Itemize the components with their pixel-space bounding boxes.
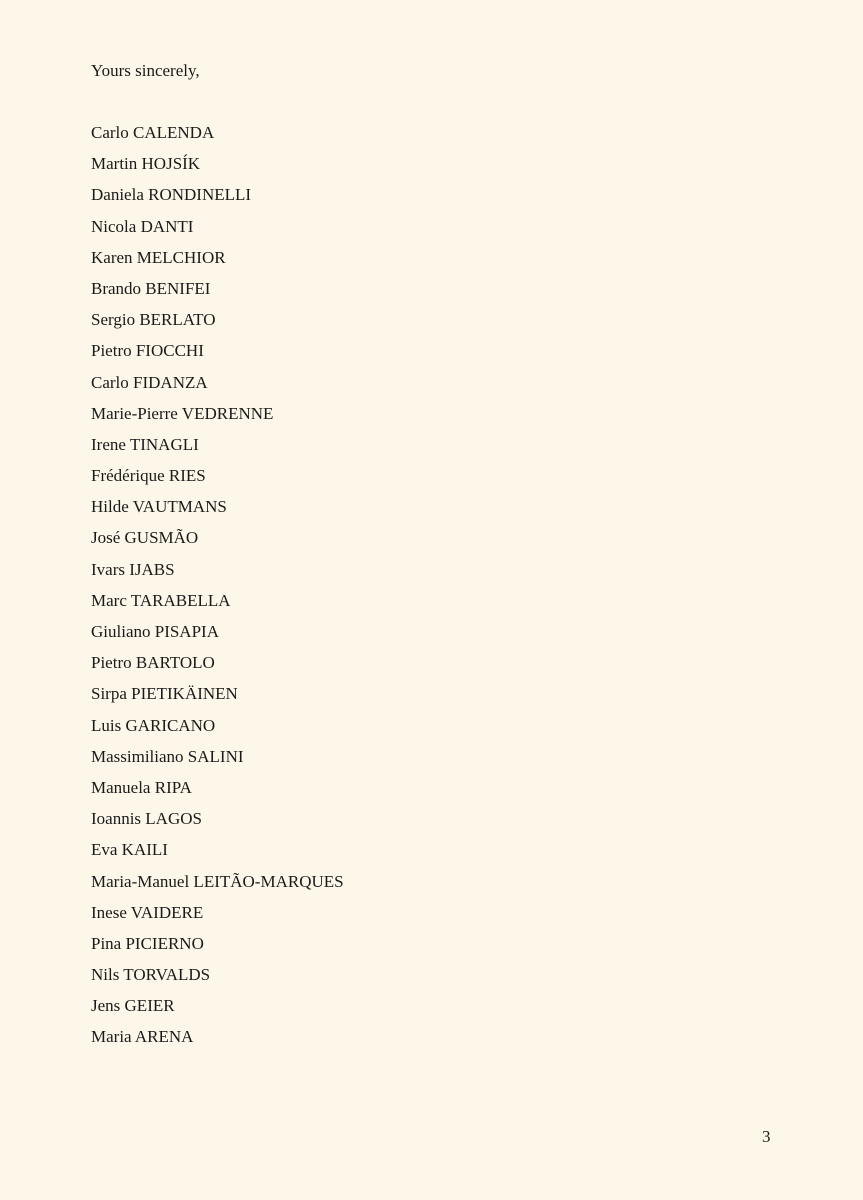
signatory-name: Nicola DANTI <box>91 216 194 236</box>
signatory-name: Manuela RIPA <box>91 777 192 797</box>
signatory-name: Martin HOJSÍK <box>91 154 201 174</box>
signatory-name: Luis GARICANO <box>91 715 216 735</box>
signatory-name: Sirpa PIETIKÄINEN <box>91 684 238 704</box>
signatory-name: Inese VAIDERE <box>91 902 204 922</box>
signatory-name: Brando BENIFEI <box>91 278 211 298</box>
signatory-name: Jens GEIER <box>91 996 175 1016</box>
signatory-name: Frédérique RIES <box>91 466 206 486</box>
signatory-name: Giuliano PISAPIA <box>91 622 219 641</box>
signatory-name: Massimiliano SALINI <box>91 746 244 766</box>
signatory-name: Ioannis LAGOS <box>91 809 202 829</box>
signatory-name: Carlo FIDANZA <box>91 372 208 392</box>
signatory-name: Pina PICIERNO <box>91 933 204 953</box>
signatory-name: Irene TINAGLI <box>91 434 199 454</box>
signatory-name: Pietro FIOCCHI <box>91 341 204 361</box>
signatory-list <box>91 122 344 1058</box>
signatory-name: Marc TARABELLA <box>91 590 231 610</box>
signatory-name: José GUSMÃO <box>91 528 199 548</box>
signatory-name: Maria ARENA <box>91 1027 194 1047</box>
signatory-name: Karen MELCHIOR <box>91 247 226 267</box>
page-number: 3 <box>762 1127 771 1146</box>
signatory-name: Maria-Manuel LEITÃO-MARQUES <box>91 871 344 891</box>
signatory-name: Sergio BERLATO <box>91 310 216 330</box>
signatory-name: Ivars IJABS <box>91 559 175 579</box>
signatory-name: Nils TORVALDS <box>91 965 211 985</box>
closing-salutation: Yours sincerely, <box>91 61 200 80</box>
signatory-name: Pietro BARTOLO <box>91 653 215 673</box>
signatory-name: Hilde VAUTMANS <box>91 497 227 517</box>
signatory-name: Eva KAILI <box>91 840 168 860</box>
signatory-name: Carlo CALENDA <box>91 123 215 142</box>
signatory-name: Daniela RONDINELLI <box>91 185 252 205</box>
signatory-name: Marie-Pierre VEDRENNE <box>91 403 274 423</box>
